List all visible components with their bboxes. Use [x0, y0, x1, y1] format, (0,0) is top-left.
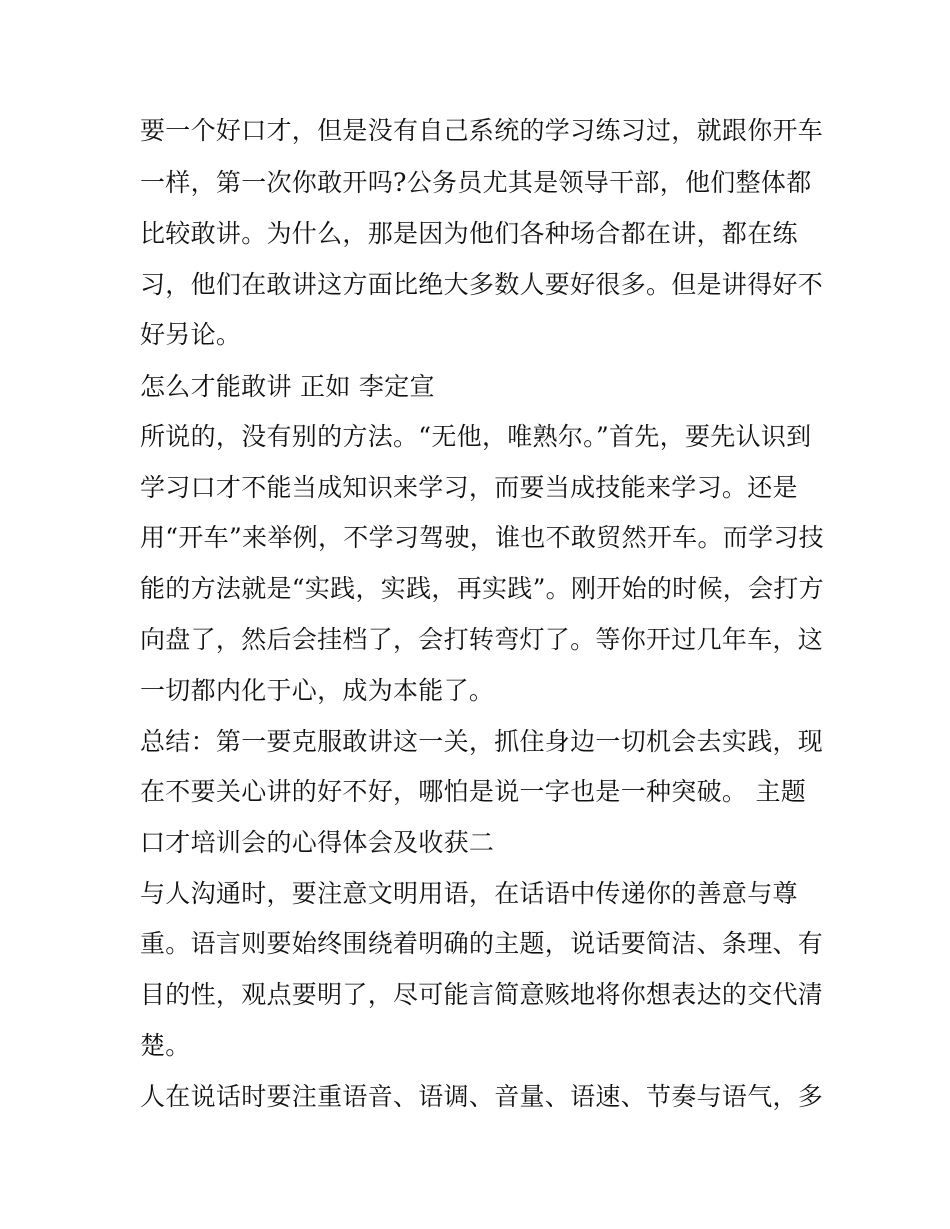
text-line: 能的方法就是“实践，实践，再实践”。刚开始的时候，会打方: [140, 574, 824, 603]
text-line: 好另论。: [140, 320, 242, 349]
text-line: 总结：第一要克服敢讲这一关，抓住身边一切机会去实践，现: [140, 727, 824, 756]
text-line: 目的性，观点要明了，尽可能言简意赅地将你想表达的交代清: [140, 980, 824, 1009]
text-line: 向盘了，然后会挂档了，会打转弯灯了。等你开过几年车，这: [140, 625, 824, 654]
text-line: 比较敢讲。为什么，那是因为他们各种场合都在讲，都在练: [140, 219, 798, 248]
text-line: 一样，第一次你敢开吗?公务员尤其是领导干部，他们整体都: [140, 168, 812, 197]
text-line: 要一个好口才，但是没有自己系统的学习练习过，就跟你开车: [140, 116, 824, 145]
text-line: 怎么才能敢讲 正如 李定宣: [140, 372, 435, 401]
text-line: 重。语言则要始终围绕着明确的主题，说话要简洁、条理、有: [140, 929, 824, 958]
text-line: 楚。: [140, 1031, 191, 1060]
text-line: 在不要关心讲的好不好，哪怕是说一字也是一种突破。 主题: [140, 777, 807, 806]
text-line: 习，他们在敢讲这方面比绝大多数人要好很多。但是讲得好不: [140, 270, 824, 299]
text-line: 人在说话时要注重语音、语调、音量、语速、节奏与语气，多: [140, 1082, 824, 1111]
text-line: 一切都内化于心，成为本能了。: [140, 676, 495, 705]
text-line: 所说的，没有别的方法。“无他，唯熟尔。”首先，要先认识到: [140, 422, 812, 451]
text-line: 用“开车”来举例，不学习驾驶，谁也不敢贸然开车。而学习技: [140, 523, 824, 552]
text-line: 与人沟通时，要注意文明用语，在话语中传递你的善意与尊: [140, 879, 798, 908]
text-line: 学习口才不能当成知识来学习，而要当成技能来学习。还是: [140, 473, 798, 502]
text-line: 口才培训会的心得体会及收获二: [140, 828, 495, 857]
